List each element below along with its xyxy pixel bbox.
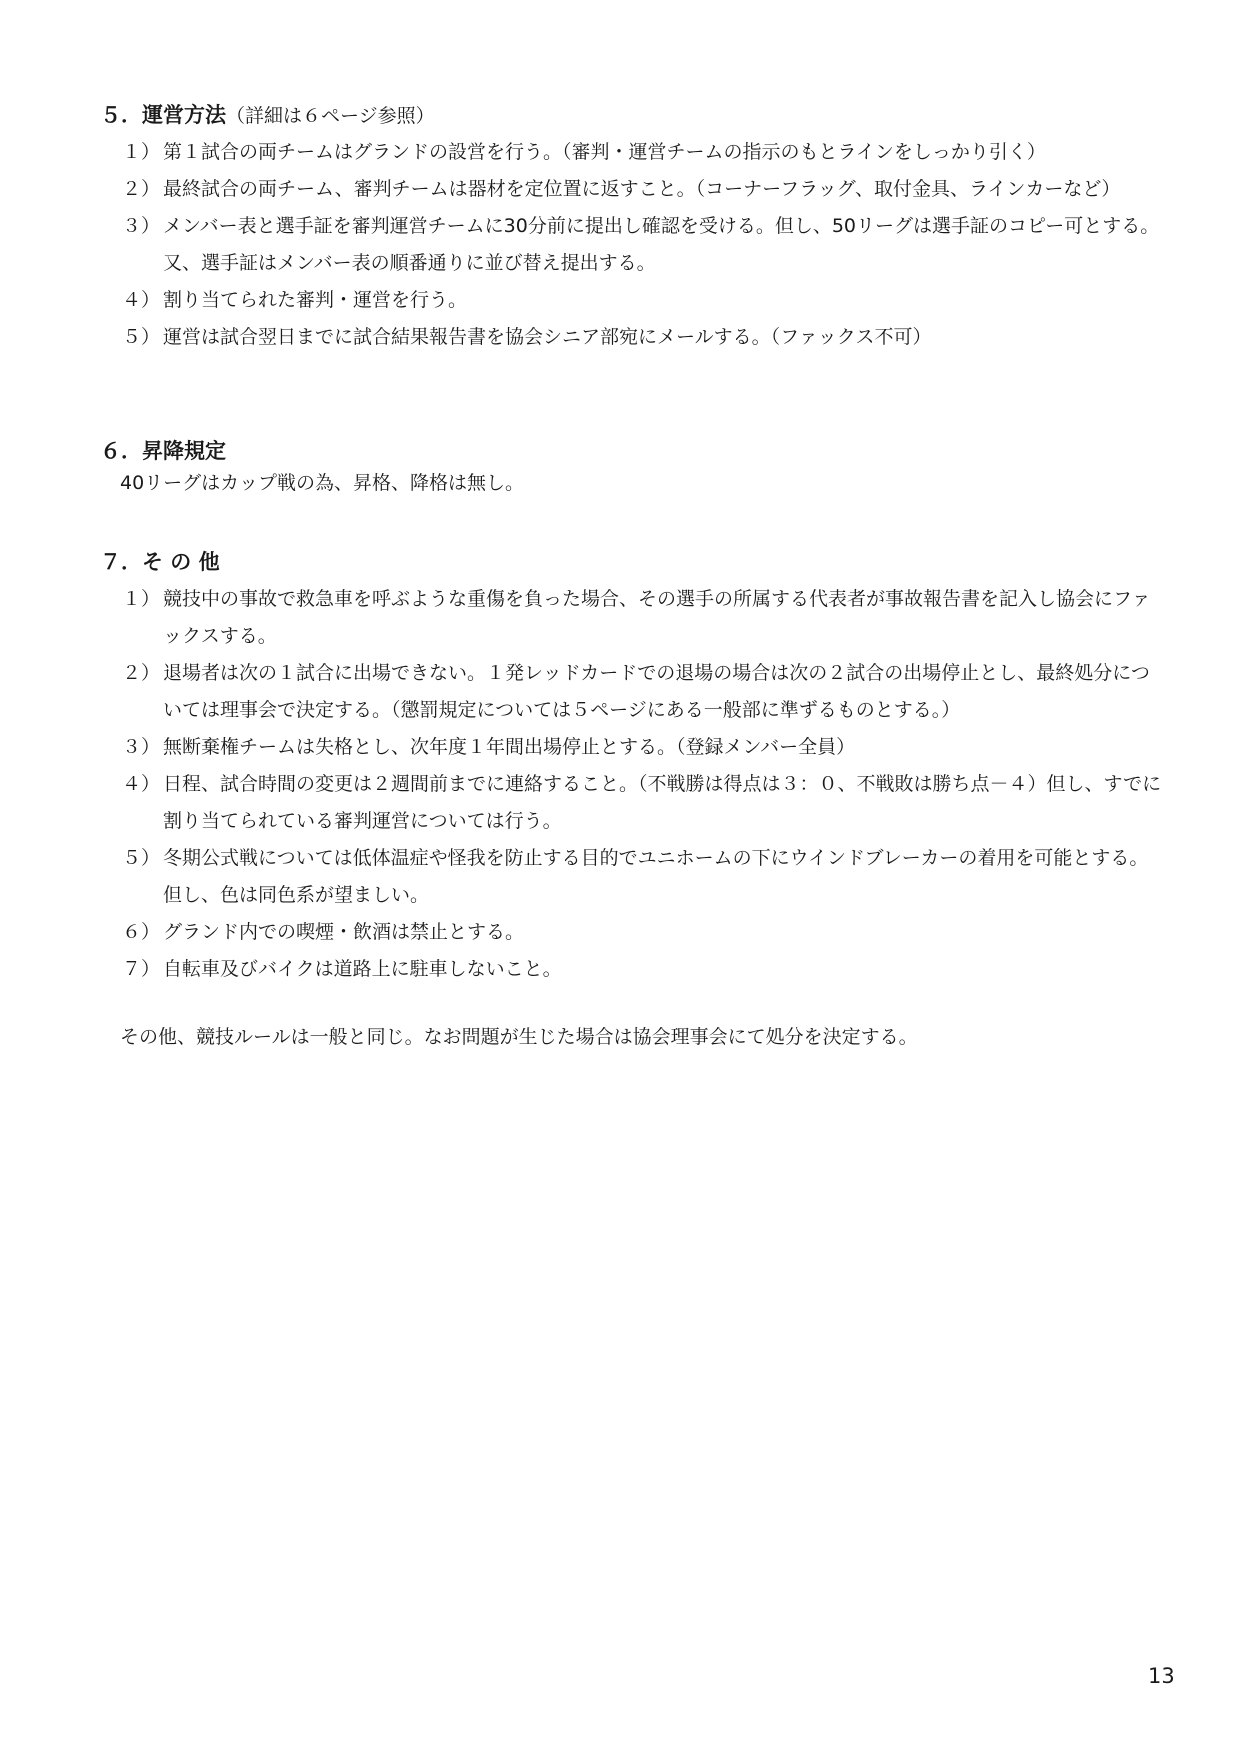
section-7 xyxy=(100,547,1160,1054)
item-text: 退場者は次の１試合に出場できない。１発レッドカードでの退場の場合は次の２試合の出場停止とし、最終処分については理事会で決定する。（懲罰規定については５ページにある一般部に準ずるものとする。） xyxy=(163,662,1150,721)
list-item xyxy=(100,729,1160,766)
section-5-subtitle: （詳細は６ページ参照） xyxy=(226,105,435,127)
section-6-title: ６．昇降規定 xyxy=(100,439,226,463)
item-number: ４） xyxy=(122,289,161,311)
section-5-title: ５．運営方法 xyxy=(100,103,226,127)
page-number: 13 xyxy=(1148,1664,1175,1688)
item-number: ４） xyxy=(122,773,161,795)
list-item xyxy=(100,840,1160,914)
list-item xyxy=(100,951,1160,988)
item-number: ７） xyxy=(122,958,161,980)
list-item xyxy=(100,134,1160,171)
item-text: 最終試合の両チーム、審判チームは器材を定位置に返すこと。（コーナーフラッグ、取付金具、ラインカーなど） xyxy=(163,178,1121,200)
item-number: ２） xyxy=(122,178,161,200)
item-text: 運営は試合翌日までに試合結果報告書を協会シニア部宛にメールする。（ファックス不可） xyxy=(163,326,932,348)
list-item xyxy=(100,655,1160,729)
section-6-body: 40リーグはカップ戦の為、昇格、降格は無し。 xyxy=(120,472,524,494)
item-text: 割り当てられた審判・運営を行う。 xyxy=(163,289,468,311)
list-item xyxy=(100,319,1160,356)
item-text: 自転車及びバイクは道路上に駐車しないこと。 xyxy=(163,958,562,980)
item-number: ３） xyxy=(122,736,161,758)
list-item xyxy=(100,766,1160,840)
section-5-heading xyxy=(100,100,1160,131)
section-5-list xyxy=(100,134,1160,356)
section-7-list xyxy=(100,581,1160,988)
section-7-closing: その他、競技ルールは一般と同じ。なお問題が生じた場合は協会理事会にて処分を決定する。 xyxy=(120,1026,918,1048)
item-text: グランド内での喫煙・飲酒は禁止とする。 xyxy=(163,921,525,943)
item-text: 冬期公式戦については低体温症や怪我を防止する目的でユニホームの下にウインドブレーカーの着用を可能とする。但し、色は同色系が望ましい。 xyxy=(163,847,1149,906)
list-item xyxy=(100,914,1160,951)
item-text: 日程、試合時間の変更は２週間前までに連絡すること。（不戦勝は得点は３：０、不戦敗は勝ち点－４）但し、すでに割り当てられている審判運営については行う。 xyxy=(163,773,1162,832)
item-number: ２） xyxy=(122,662,161,684)
item-text: 第１試合の両チームはグランドの設営を行う。（審判・運営チームの指示のもとラインをしっかり引く） xyxy=(163,141,1046,163)
item-number: ５） xyxy=(122,847,161,869)
item-number: ６） xyxy=(122,921,161,943)
item-number: １） xyxy=(122,588,161,610)
list-item xyxy=(100,282,1160,319)
item-number: ３） xyxy=(122,215,161,237)
section-5 xyxy=(100,100,1160,356)
section-7-title: ７．そ の 他 xyxy=(100,550,220,574)
item-number: ５） xyxy=(122,326,161,348)
item-text: 競技中の事故で救急車を呼ぶような重傷を負った場合、その選手の所属する代表者が事故報告書を記入し協会にファックスする。 xyxy=(163,588,1151,647)
list-item xyxy=(100,581,1160,655)
item-text: メンバー表と選手証を審判運営チームに30分前に提出し確認を受ける。但し、50リーグは選手証のコピー可とする。又、選手証はメンバー表の順番通りに並び替え提出する。 xyxy=(163,215,1160,274)
list-item xyxy=(100,171,1160,208)
item-text: 無断棄権チームは失格とし、次年度１年間出場停止とする。（登録メンバー全員） xyxy=(163,736,856,758)
list-item xyxy=(100,208,1160,282)
section-6 xyxy=(100,436,1160,500)
item-number: １） xyxy=(122,141,161,163)
